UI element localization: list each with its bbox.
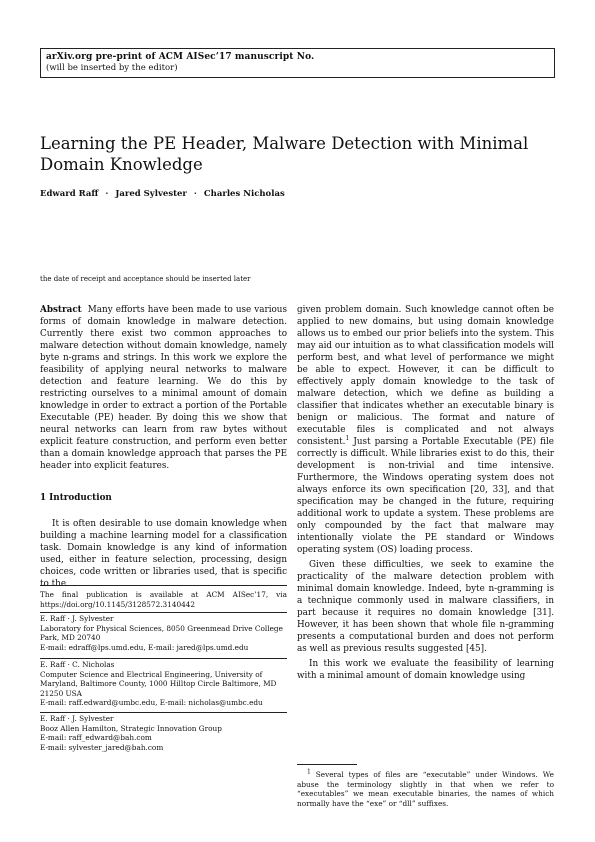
- intro-paragraph-continued: [297, 304, 554, 556]
- affiliation-line: Laboratory for Physical Sciences, 8050 Greenmead Drive College Park, MD 20740: [40, 623, 283, 643]
- affiliation-line: Booz Allen Hamilton, Strategic Innovation Group: [40, 723, 222, 733]
- affiliation-line: Computer Science and Electrical Engineering, University of Maryland, Baltimore County, 1000 Hilltop Circle Baltimore, MD 21250 USA: [40, 669, 277, 698]
- footnote-text: Several types of files are “executable” under Windows. We abuse the terminology slightly in that when we refer to “executables” we mean executable binaries, the names of which normally have the “exe” or “dll” suffixes.: [297, 770, 554, 808]
- affiliation-names: E. Raff · C. Nicholas: [40, 660, 115, 669]
- affiliation-line: E-mail: edraff@lps.umd.edu, E-mail: jared@lps.umd.edu: [40, 642, 249, 652]
- preprint-header-line: arXiv.org pre-print of ACM AISec’17 manuscript No.: [46, 52, 315, 62]
- footnote-rule: [40, 585, 287, 586]
- left-column: [40, 304, 287, 590]
- intro-paragraph: It is often desirable to use domain knowledge when building a machine learning model for a classification task. Domain knowledge is any kind of information used, either in feature selection, processing, design choices, code written or libraries used, that is specific to the: [40, 519, 287, 589]
- affiliation-rule: [40, 658, 287, 659]
- receipt-note: the date of receipt and acceptance should be inserted later: [40, 275, 251, 283]
- paper-title: Learning the PE Header, Malware Detection with Minimal Domain Knowledge: [40, 134, 529, 174]
- affiliation-line: E-mail: sylvester_jared@bah.com: [40, 742, 164, 752]
- affiliation-block: [40, 660, 287, 708]
- affiliation-block: [40, 614, 287, 652]
- affiliation-block: [40, 714, 287, 752]
- footnote-number: 1: [307, 768, 311, 776]
- affiliation-names: E. Raff · J. Sylvester: [40, 714, 114, 723]
- preprint-header-box: [40, 48, 555, 78]
- abstract-text: Many efforts have been made to use various forms of domain knowledge in malware detection. Currently there exist two common approaches to malware detection without domain knowledge, namely byte n-grams and strings. In this work we explore the feasibility of applying neural networks to malware detection and feature learning. We do this by restricting ourselves to a minimal amount of domain knowledge in order to extract a portion of the Portable Executable (PE) header. By doing this we show that neural networks can learn from raw bytes without explicit feature construction, and perform even better than a domain knowledge approach that parses the PE header into explicit features.: [40, 305, 287, 471]
- footnote-rule: [297, 764, 357, 765]
- abstract: [40, 304, 287, 472]
- author-separator: ·: [105, 189, 109, 199]
- footnote: [297, 770, 554, 808]
- affiliation-line: E-mail: raff_edward@bah.com: [40, 733, 152, 743]
- paragraph-text: Just parsing a Portable Executable (PE) file correctly is difficult. While libraries exist to do this, their development is non-trivial and time intensive. Furthermore, the Windows operating system does not always enforce its own specification [20, 33], and that specification may be changed in the future, requiring additional work to update a system. These problems are only compounded by the fact that malware may intentionally violate the PE standard or Windows operating system (OS) loading process.: [297, 437, 554, 555]
- author-name: Edward Raff: [40, 189, 99, 199]
- publication-note: The final publication is available at ACM AISec’17, via https://doi.org/10.1145/3128572.3140442: [40, 590, 287, 609]
- author-name: Jared Sylvester: [115, 189, 187, 199]
- intro-paragraph: Given these difficulties, we seek to examine the practicality of the malware detection problem with minimal domain knowledge. Indeed, byte n-gramming is a technique commonly used in malware classifiers, in part because it requires no domain knowledge [31]. However, it has been shown that whole file n-gramming presents a computational burden and does not perform as well as previous results suggested [45].: [297, 560, 554, 654]
- affiliation-rule: [40, 712, 287, 713]
- right-column: [297, 304, 554, 682]
- affiliation-line: E-mail: raff.edward@umbc.edu, E-mail: nicholas@umbc.edu: [40, 698, 263, 708]
- abstract-label: Abstract: [40, 305, 82, 315]
- intro-paragraph: In this work we evaluate the feasibility of learning with a minimal amount of domain knowledge using: [297, 659, 554, 681]
- section-heading-introduction: 1 Introduction: [40, 493, 112, 503]
- author-separator: ·: [193, 189, 197, 199]
- footnote-marker: 1: [345, 435, 350, 443]
- editor-note-line: (will be inserted by the editor): [46, 63, 178, 73]
- affiliation-rule: [40, 612, 287, 613]
- paragraph-text: given problem domain. Such knowledge cannot often be applied to new domains, but using domain knowledge allows us to embed our prior beliefs into the system. This may aid our intuition as to what classification models will perform best, and what level of performance we might be able to expect. However, it can be difficult to effectively apply domain knowledge to the task of malware detection, which we define as building a classifier that indicates whether an executable binary is benign or malicious. The format and nature of executable files is complicated and not always consistent.: [297, 305, 554, 447]
- affiliation-names: E. Raff · J. Sylvester: [40, 614, 114, 623]
- author-list: [40, 189, 285, 199]
- author-name: Charles Nicholas: [203, 189, 285, 199]
